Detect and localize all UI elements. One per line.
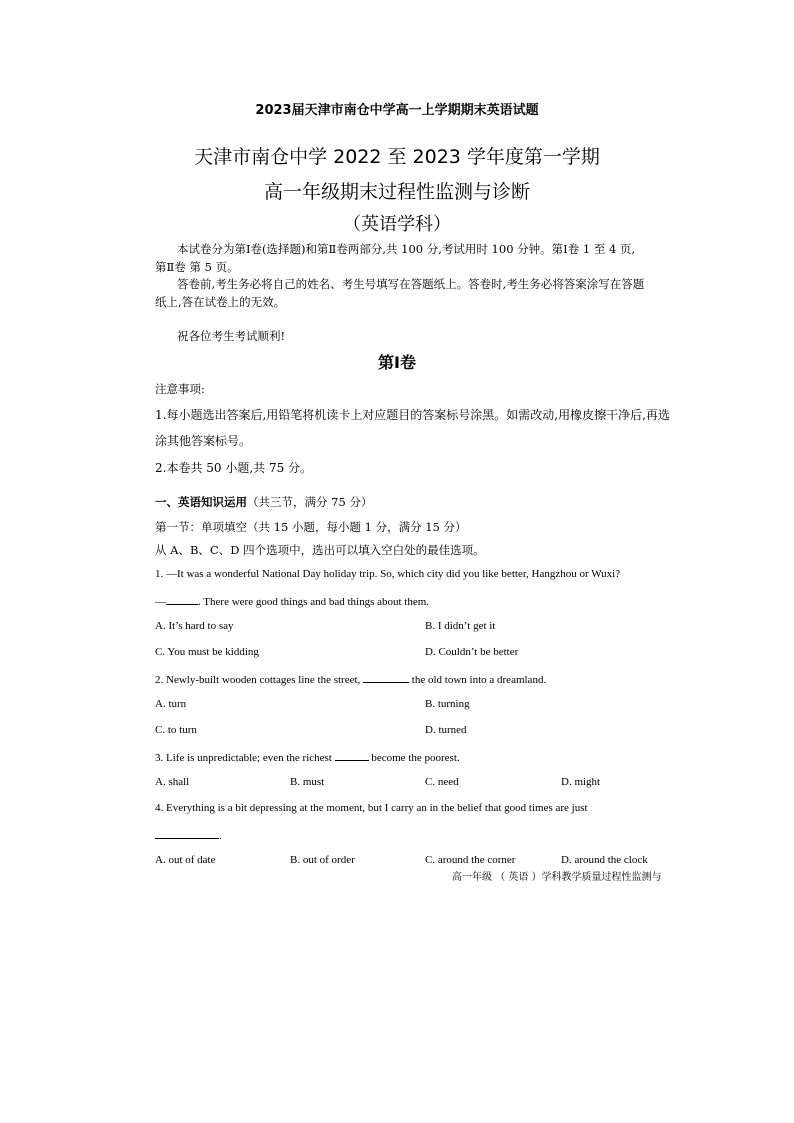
option-1-d: D. Couldn’t be better xyxy=(425,646,519,658)
option-4-b: B. out of order xyxy=(290,854,355,866)
option-2-b: B. turning xyxy=(425,698,470,710)
option-3-a: A. shall xyxy=(155,776,190,788)
question-2-suffix: the old town into a dreamland. xyxy=(411,674,547,686)
intro-line-1: 本试卷分为第Ⅰ卷(选择题)和第Ⅱ卷两部分,共 100 分,考试用时 100 分钟。第Ⅰ卷 1 至 4 页, xyxy=(177,242,636,256)
subject-title: （英语学科） xyxy=(343,214,451,235)
option-1-b: B. I didn’t get it xyxy=(425,620,496,632)
question-2-stem xyxy=(155,672,546,686)
question-3-stem xyxy=(155,750,460,764)
wish-text: 祝各位考生考试顺利! xyxy=(177,329,286,343)
question-4-stem: 4. Everything is a bit depressing at the moment, but I carry an in the belief that good times are just xyxy=(155,802,588,814)
part-1-title: 第一节：单项填空（共 15 小题，每小题 1 分，满分 15 分） xyxy=(155,520,467,534)
school-title: 天津市南仓中学 2022 至 2023 学年度第一学期 xyxy=(194,146,600,168)
question-1-response-text: . There were good things and bad things about them. xyxy=(198,596,430,608)
option-3-b: B. must xyxy=(290,776,325,788)
question-1-response xyxy=(155,594,429,608)
notice-heading: 注意事项: xyxy=(155,382,205,396)
question-1-stem: 1. —It was a wonderful National Day holiday trip. So, which city did you like better, Hangzhou or Wuxi? xyxy=(155,568,621,580)
intro-line-4: 纸上,答在试卷上的无效。 xyxy=(155,295,286,309)
answer-blank xyxy=(166,594,198,605)
answer-blank xyxy=(363,672,409,683)
option-1-c: C. You must be kidding xyxy=(155,646,259,658)
exam-title: 高一年级期末过程性监测与诊断 xyxy=(263,181,530,203)
option-3-d: D. might xyxy=(561,776,601,788)
dash: — xyxy=(155,596,166,608)
answer-blank xyxy=(335,750,369,761)
option-2-c: C. to turn xyxy=(155,724,197,736)
option-2-a: A. turn xyxy=(155,698,187,710)
option-2-d: D. turned xyxy=(425,724,467,736)
intro-line-2: 第Ⅱ卷 第 5 页。 xyxy=(155,260,239,274)
option-4-a: A. out of date xyxy=(155,854,216,866)
answer-blank xyxy=(155,828,219,839)
option-3-c: C. need xyxy=(425,776,459,788)
section-title-bold: 一、英语知识运用 xyxy=(155,495,247,509)
notice-item-1: 1.每小题选出答案后,用铅笔将机读卡上对应题目的答案标号涂黑。如需改动,用橡皮擦干净后,再选 xyxy=(155,408,670,422)
notice-item-1-cont: 涂其他答案标号。 xyxy=(155,434,252,448)
instruction: 从 A、B、C、D 四个选项中，选出可以填入空白处的最佳选项。 xyxy=(155,543,485,557)
intro-line-3: 答卷前,考生务必将自己的姓名、考生号填写在答题纸上。答卷时,考生务必将答案涂写在答题 xyxy=(177,277,645,291)
page-footer: 高一年级 （ 英语 ）学科教学质量过程性监测与 xyxy=(452,872,662,883)
question-4-blank-line xyxy=(155,828,222,842)
notice-item-2: 2.本卷共 50 小题,共 75 分。 xyxy=(155,461,313,475)
section-title xyxy=(155,494,372,510)
document-top-title: 2023届天津市南仓中学高一上学期期末英语试题 xyxy=(255,103,539,118)
option-1-a: A. It’s hard to say xyxy=(155,620,234,632)
section-title-rest: （共三节，满分 75 分） xyxy=(247,495,373,509)
question-3-suffix: become the poorest. xyxy=(371,752,460,764)
question-2-prefix: 2. Newly-built wooden cottages line the street, xyxy=(155,674,361,686)
question-4-period: . xyxy=(219,830,222,842)
question-3-prefix: 3. Life is unpredictable; even the richest xyxy=(155,752,332,764)
option-4-d: D. around the clock xyxy=(561,854,648,866)
option-4-c: C. around the corner xyxy=(425,854,516,866)
volume-title: 第Ⅰ卷 xyxy=(378,353,416,372)
